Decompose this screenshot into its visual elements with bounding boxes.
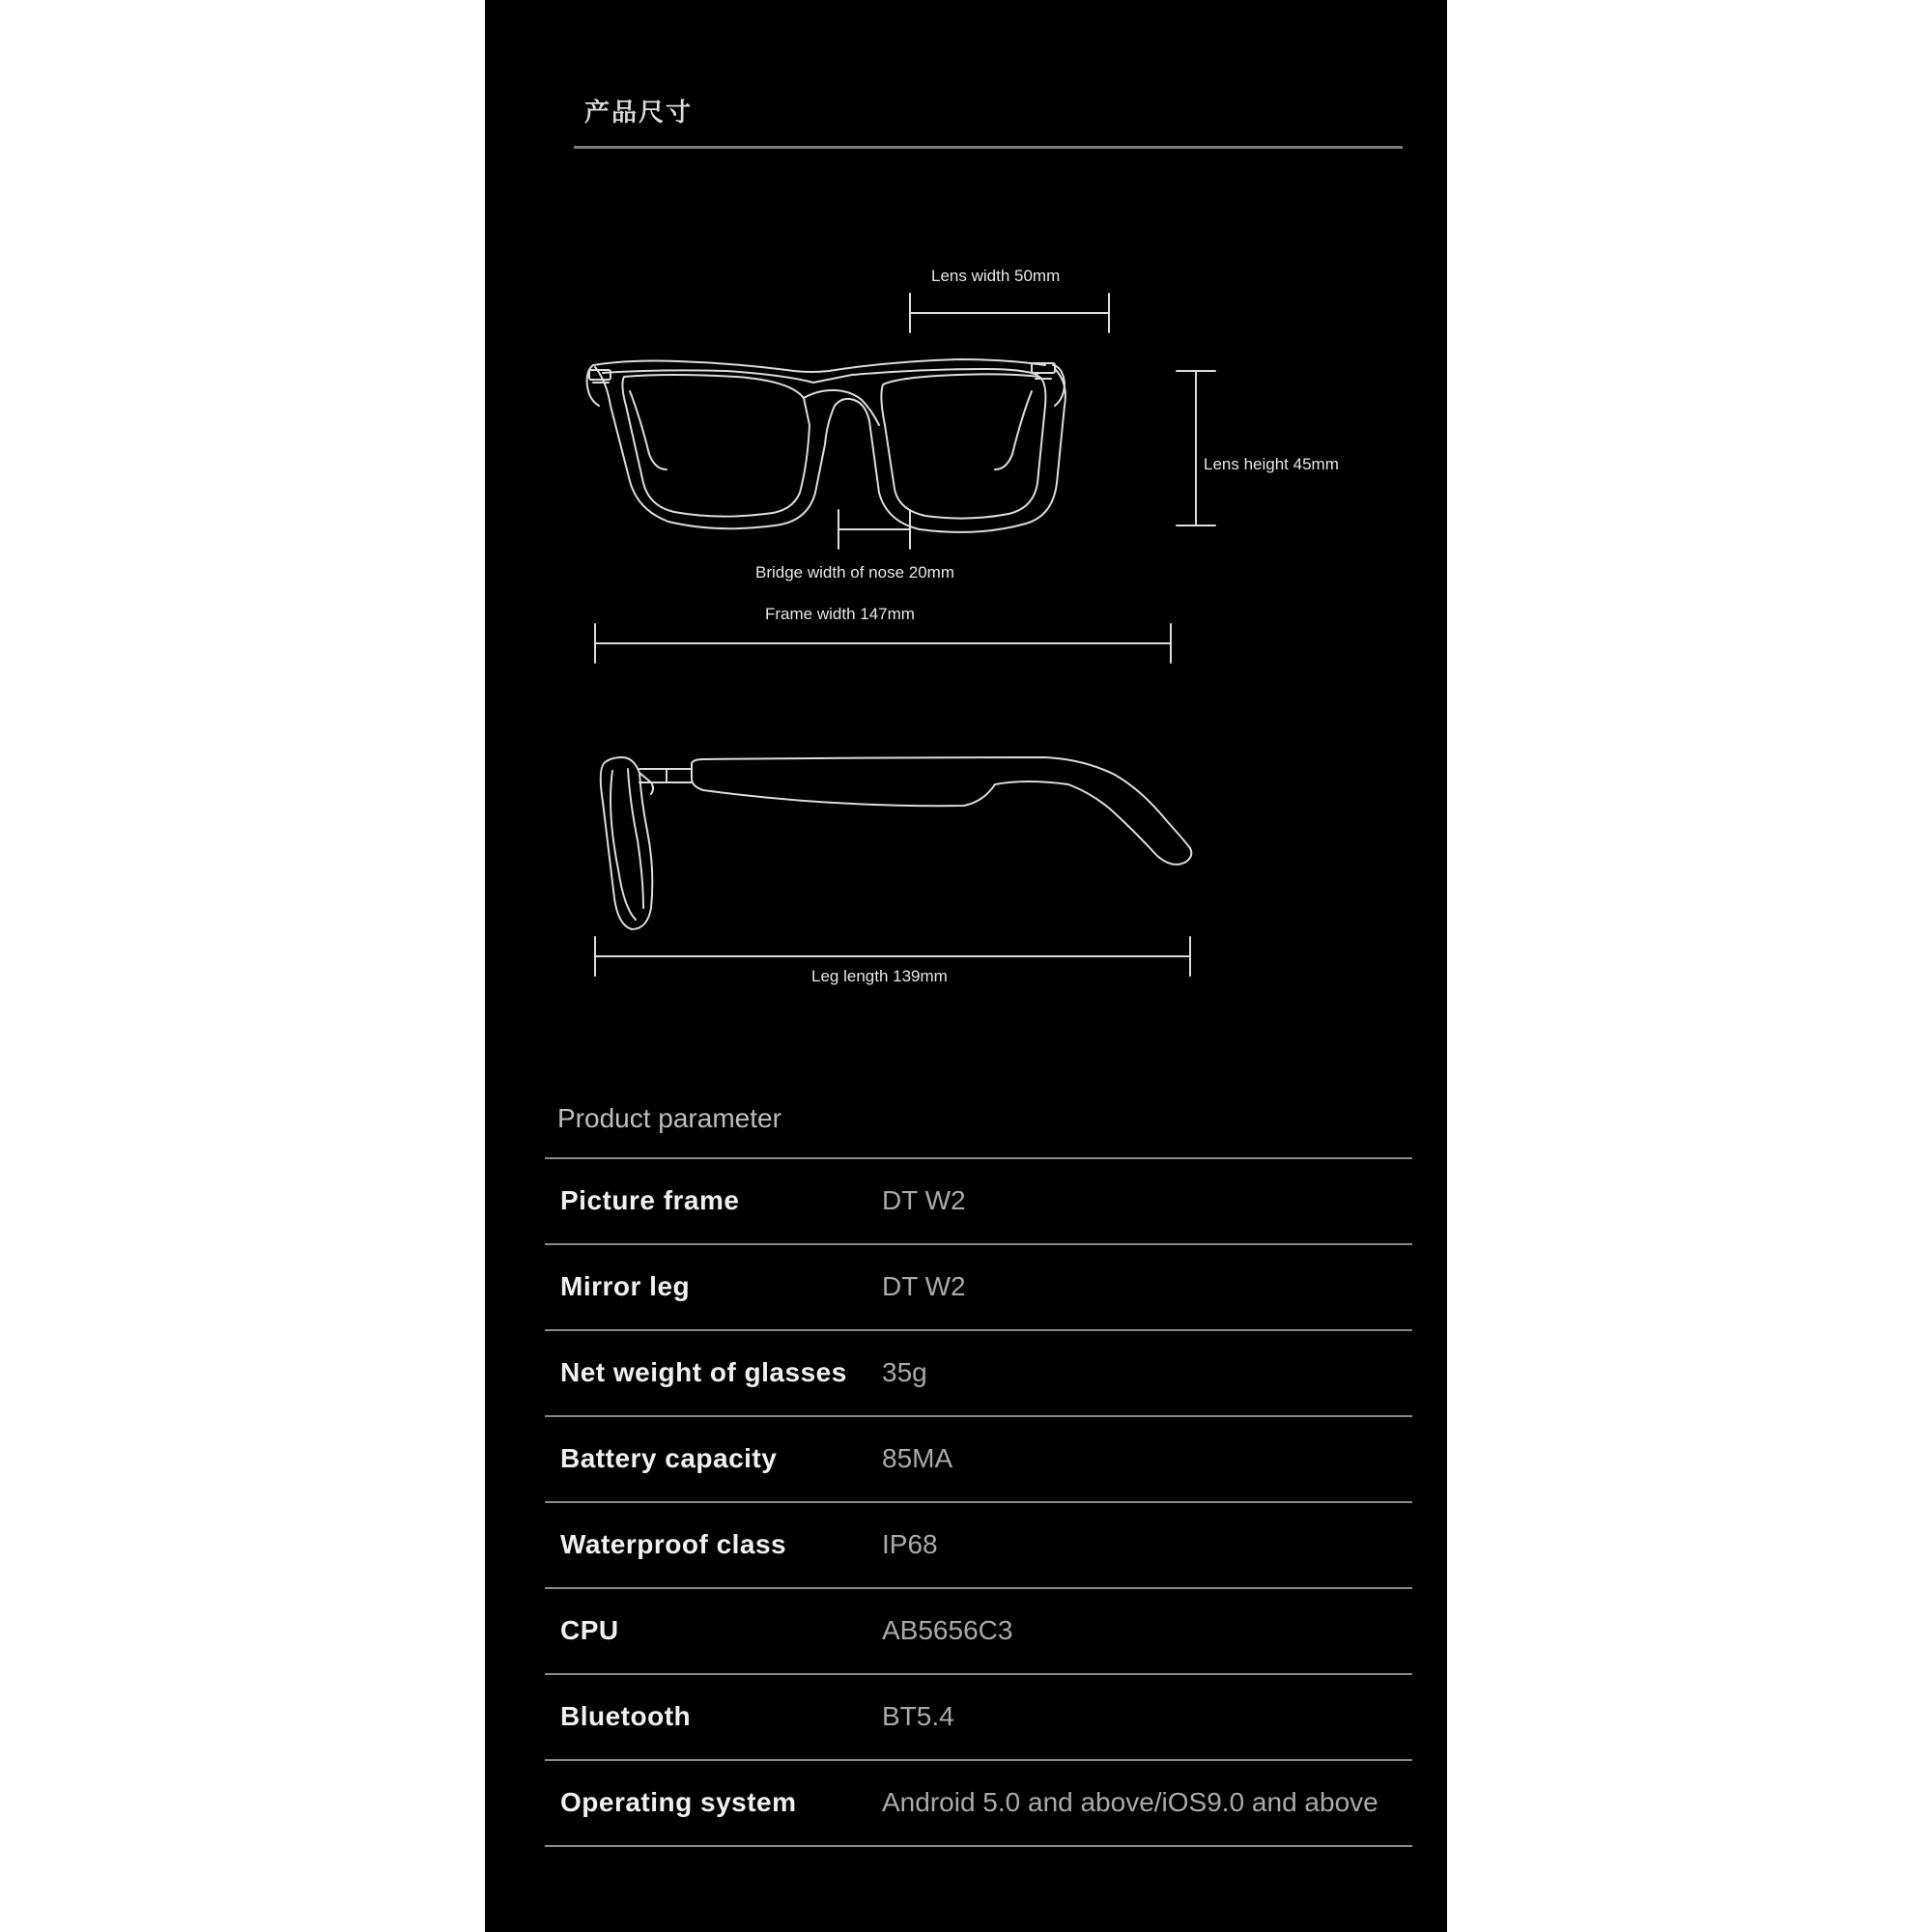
product-parameter-title: Product parameter: [557, 1103, 781, 1133]
spec-row-picture-frame: [545, 1159, 1412, 1245]
section-heading: 产品尺寸: [584, 99, 694, 128]
lens-width-label: Lens width 50mm: [931, 267, 1061, 285]
spec-row-bluetooth: [545, 1675, 1412, 1761]
glasses-front-view: [587, 359, 1065, 532]
glasses-side-view: [601, 757, 1192, 929]
frame-width-dimension-line: [595, 624, 1171, 663]
spec-row-battery-capacity: [545, 1417, 1412, 1503]
spec-value: DT W2: [882, 1271, 966, 1301]
spec-value: 35g: [882, 1357, 927, 1387]
spec-label: Mirror leg: [560, 1271, 691, 1301]
spec-label: Operating system: [560, 1787, 797, 1817]
spec-row-waterproof-class: [545, 1503, 1412, 1589]
lens-width-dimension-line: [910, 294, 1109, 332]
spec-row-operating-system: [545, 1761, 1412, 1847]
spec-row-net-weight: [545, 1331, 1412, 1417]
frame-width-label: Frame width 147mm: [765, 605, 915, 623]
spec-value: BT5.4: [882, 1701, 954, 1731]
spec-label: Waterproof class: [560, 1529, 787, 1559]
bridge-width-label: Bridge width of nose 20mm: [755, 563, 954, 582]
leg-length-label: Leg length 139mm: [811, 967, 948, 985]
spec-value: 85MA: [882, 1443, 953, 1473]
spec-value: IP68: [882, 1529, 938, 1559]
spec-row-cpu: [545, 1589, 1412, 1675]
lens-height-label: Lens height 45mm: [1204, 455, 1339, 473]
glasses-dimension-diagram: [485, 0, 1447, 1024]
spec-value: DT W2: [882, 1185, 966, 1215]
spec-label: CPU: [560, 1615, 619, 1645]
spec-label: Bluetooth: [560, 1701, 692, 1731]
lens-height-dimension-line: [1177, 371, 1215, 526]
spec-label: Battery capacity: [560, 1443, 778, 1473]
spec-value: AB5656C3: [882, 1615, 1013, 1645]
spec-value: Android 5.0 and above/iOS9.0 and above: [882, 1787, 1378, 1817]
spec-label: Net weight of glasses: [560, 1357, 847, 1387]
spec-table: [545, 1157, 1412, 1847]
spec-row-mirror-leg: [545, 1245, 1412, 1331]
product-panel: [485, 0, 1447, 1932]
spec-label: Picture frame: [560, 1185, 740, 1215]
bridge-width-dimension-line: [838, 510, 910, 549]
